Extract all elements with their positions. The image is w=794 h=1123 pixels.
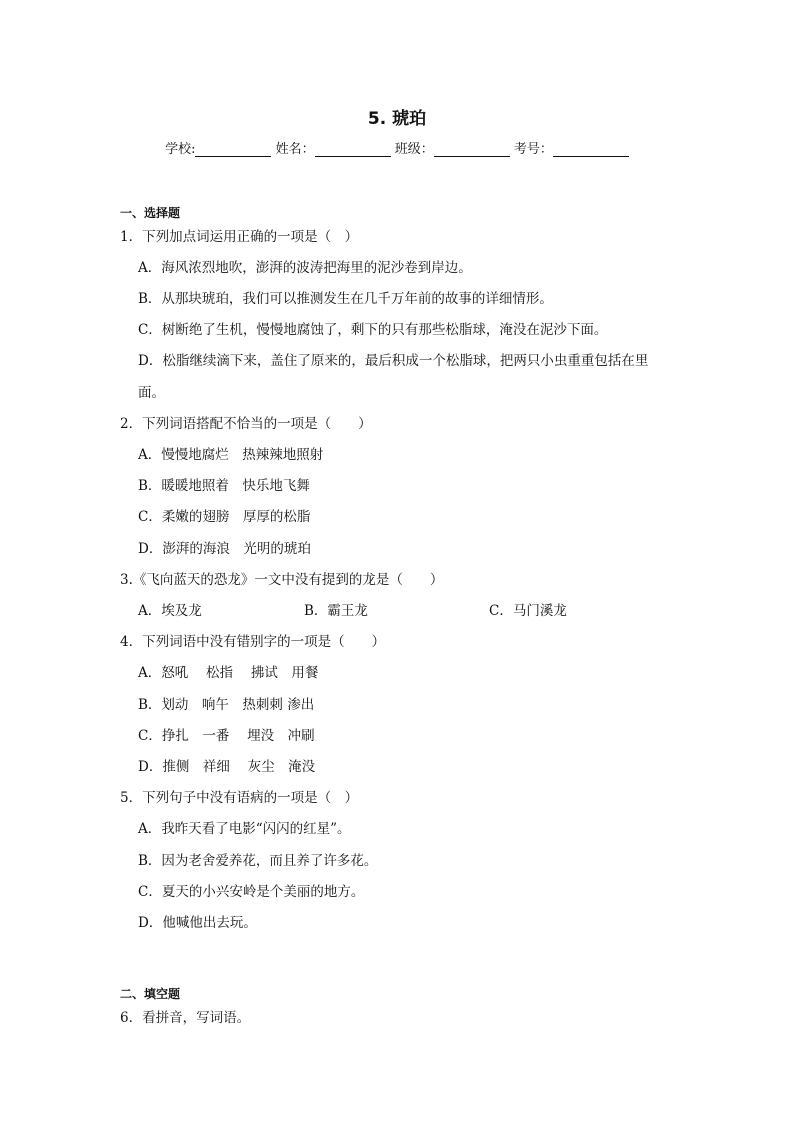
question-3-option-a: A．埃及龙 [138,603,202,619]
name-blank [315,142,391,157]
question-3-option-b: B．霸王龙 [304,603,368,619]
student-info-row [0,138,794,157]
page-title: 5. 琥珀 [367,109,427,129]
question-1-option-b: B．从那块琥珀，我们可以推测发生在几千万年前的故事的详细情形。 [138,291,553,307]
question-1-option-d-continued: 面。 [138,385,165,401]
question-5-option-a: A．我昨天看了电影“闪闪的红星”。 [138,821,351,837]
question-2-option-b: B．暖暖地照着 快乐地飞舞 [138,478,310,494]
question-5-option-d: D．他喊他出去玩。 [138,915,257,931]
question-5-option-b: B．因为老舍爱养花，而且养了许多花。 [138,853,378,869]
section-heading-fill-blank: 二、填空题 [120,987,181,1001]
question-2-option-d: D．澎湃的海浪 光明的琥珀 [138,541,311,557]
question-4-option-a: A．怒吼 松指 拂试 用餐 [138,665,319,681]
question-1-option-d: D．松脂继续滴下来，盖住了原来的，最后积成一个松脂球，把两只小虫重重包括在里 [138,353,649,369]
question-4-option-b: B．划动 响午 热刺刺 渗出 [138,697,315,713]
question-3-stem: 3.《飞向蓝天的恐龙》一文中没有提到的龙是（ ） [120,572,444,588]
question-4-option-d: D．推侧 祥细 灰尘 淹没 [138,759,316,775]
class-label: 班级： [394,142,434,157]
question-4-option-c: C．挣扎 一番 埋没 冲刷 [138,728,315,744]
question-1-option-a: A．海风浓烈地吹，澎湃的波涛把海里的泥沙卷到岸边。 [138,260,472,276]
school-label: 学校: [165,142,196,157]
question-6-stem: 6．看拼音，写词语。 [120,1010,251,1026]
section-heading-choice: 一、选择题 [120,206,181,220]
question-5-option-c: C．夏天的小兴安岭是个美丽的地方。 [138,884,365,900]
question-1-stem: 1．下列加点词运用正确的一项是（ ） [120,229,359,245]
question-2-option-a: A．慢慢地腐烂 热辣辣地照射 [138,447,324,463]
question-3-option-c: C．马门溪龙 [489,603,567,619]
name-label: 姓名： [275,142,315,157]
exam-number-blank [553,142,629,157]
exam-number-label: 考号： [513,142,553,157]
school-blank [195,142,271,157]
question-2-option-c: C．柔嫩的翅膀 厚厚的松脂 [138,509,311,525]
class-blank [434,142,510,157]
question-2-stem: 2．下列词语搭配不恰当的一项是（ ） [120,416,372,432]
question-5-stem: 5．下列句子中没有语病的一项是（ ） [120,790,359,806]
question-1-option-c: C．树断绝了生机，慢慢地腐蚀了，剩下的只有那些松脂球，淹没在泥沙下面。 [138,322,608,338]
question-4-stem: 4．下列词语中没有错别字的一项是（ ） [120,634,386,650]
